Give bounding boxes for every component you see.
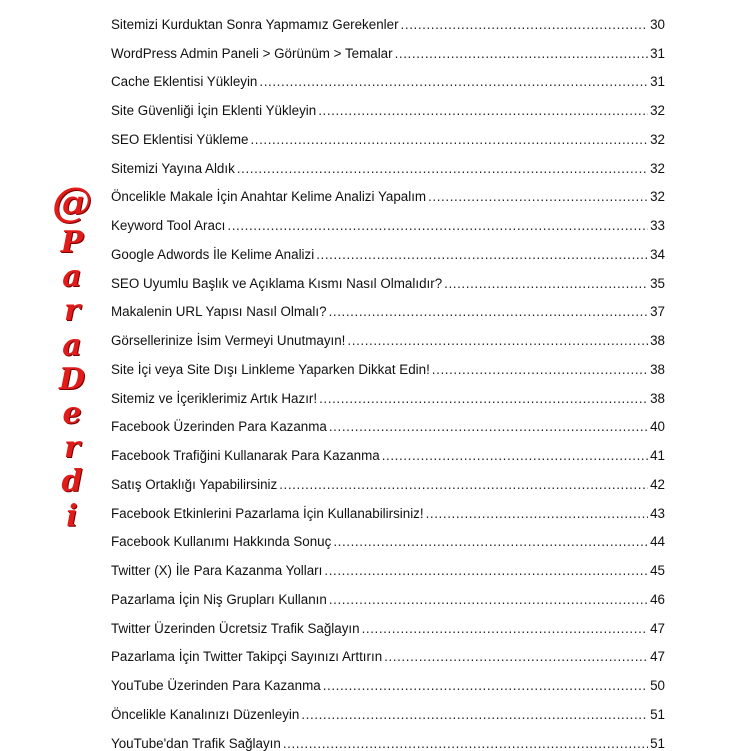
dot-leader: [237, 161, 648, 176]
dot-leader: [318, 103, 648, 118]
toc-entry[interactable]: [111, 549, 665, 578]
dot-leader: [384, 649, 648, 664]
toc-entry-page: 38: [650, 333, 665, 348]
toc-entry-title: Facebook Trafiğini Kullanarak Para Kazanma: [111, 448, 380, 463]
toc-entry-title: YouTube Üzerinden Para Kazanma: [111, 678, 321, 693]
toc-entry-title: Facebook Üzerinden Para Kazanma: [111, 419, 327, 435]
dot-leader: [329, 304, 649, 319]
toc-entry-page: 50: [650, 678, 665, 693]
toc-entry[interactable]: [111, 118, 665, 147]
toc-entry-title: Twitter (X) İle Para Kazanma Yolları: [111, 563, 323, 578]
toc-entry[interactable]: [111, 176, 665, 205]
toc-entry-page: 44: [650, 534, 665, 550]
toc-entry-title: Satış Ortaklığı Yapabilirsiniz: [111, 476, 278, 492]
toc-entry[interactable]: [111, 607, 665, 636]
toc-entry[interactable]: [111, 434, 665, 463]
toc-entry[interactable]: [111, 3, 665, 32]
toc-entry-title: Görsellerinize İsim Vermeyi Unutmayın!: [111, 333, 346, 348]
toc-entry-page: 30: [650, 16, 665, 32]
toc-entry[interactable]: [111, 492, 665, 521]
toc-entry-page: 51: [650, 706, 665, 722]
toc-entry-page: 32: [650, 189, 665, 205]
watermark-char: D: [58, 361, 85, 397]
toc-entry-title: Öncelikle Kanalınızı Düzenleyin: [111, 706, 300, 722]
toc-entry[interactable]: [111, 578, 665, 607]
watermark-char: r: [64, 430, 80, 466]
toc-entry[interactable]: [111, 693, 665, 722]
watermark-char: a: [62, 327, 82, 363]
dot-leader: [250, 132, 648, 147]
toc-entry[interactable]: [111, 664, 665, 693]
toc-entry-title: Cache Eklentisi Yükleyin: [111, 74, 258, 90]
dot-leader: [279, 477, 648, 492]
toc-entry-title: Sitemizi Yayına Aldık: [111, 160, 235, 176]
toc-entry-page: 31: [650, 74, 665, 90]
toc-entry-title: Keyword Tool Aracı: [111, 218, 226, 233]
dot-leader: [323, 678, 648, 693]
toc-entry[interactable]: [111, 61, 665, 90]
toc-entry-page: 37: [650, 304, 665, 320]
watermark-char: e: [62, 395, 82, 431]
toc-entry-title: Sitemiz ve İçeriklerimiz Artık Hazır!: [111, 390, 318, 406]
toc-entry-page: 38: [650, 361, 665, 377]
toc-entry[interactable]: [111, 233, 665, 262]
toc-entry-page: 42: [650, 476, 665, 492]
toc-entry-page: 32: [650, 131, 665, 147]
toc-entry-title: Facebook Etkinlerini Pazarlama İçin Kullanabilirsiniz!: [111, 505, 424, 521]
toc-entry[interactable]: [111, 406, 665, 435]
toc-entry-page: 47: [650, 649, 665, 665]
dot-leader: [316, 247, 648, 262]
toc-entry-page: 34: [650, 246, 665, 262]
dot-leader: [382, 448, 648, 463]
toc-entry-page: 38: [650, 390, 665, 406]
toc-entry-title: Site İçi veya Site Dışı Linkleme Yaparken Dikkat Edin!: [111, 361, 430, 377]
toc-entry-title: SEO Eklentisi Yükleme: [111, 131, 249, 147]
toc-entry-title: YouTube'dan Trafik Sağlayın: [111, 735, 281, 751]
toc-entry-title: Öncelikle Makale İçin Anahtar Kelime Analizi Yapalım: [111, 189, 427, 205]
dot-leader: [283, 736, 648, 751]
paraderdi-watermark: [48, 180, 96, 534]
toc-entry-page: 32: [650, 103, 665, 118]
dot-leader: [362, 621, 649, 636]
toc-entry-page: 33: [650, 218, 665, 233]
dot-leader: [329, 592, 648, 607]
dot-leader: [432, 362, 648, 377]
toc-entry-page: 32: [650, 160, 665, 176]
watermark-char: @: [52, 179, 92, 226]
toc-entry-page: 47: [650, 620, 665, 636]
toc-entry-title: Site Güvenliği İçin Eklenti Yükleyin: [111, 103, 317, 118]
dot-leader: [319, 391, 648, 406]
dot-leader: [227, 218, 648, 233]
toc-entry[interactable]: [111, 722, 665, 751]
toc-entry[interactable]: [111, 319, 665, 348]
toc-entry-title: Facebook Kullanımı Hakkında Sonuç: [111, 534, 332, 550]
toc-entry-title: Pazarlama İçin Niş Grupları Kullanın: [111, 591, 327, 607]
watermark-char: P: [60, 225, 84, 260]
toc-entry[interactable]: [111, 262, 665, 291]
toc-entry[interactable]: [111, 348, 665, 377]
toc-entry-page: 46: [650, 591, 665, 607]
dot-leader: [259, 74, 648, 89]
watermark-char: d: [61, 464, 83, 500]
toc-entry[interactable]: [111, 463, 665, 492]
toc-entry-title: Makalenin URL Yapısı Nasıl Olmalı?: [111, 304, 327, 320]
toc-entry-title: Sitemizi Kurduktan Sonra Yapmamız Gerekenler: [111, 16, 399, 32]
toc-entry[interactable]: [111, 204, 665, 233]
dot-leader: [333, 534, 648, 549]
toc-entry[interactable]: [111, 32, 665, 61]
toc-entry-title: SEO Uyumlu Başlık ve Açıklama Kısmı Nasıl Olmalıdır?: [111, 275, 443, 291]
toc-entry[interactable]: [111, 147, 665, 176]
toc-entry-page: 43: [650, 505, 665, 521]
toc-entry-title: Google Adwords İle Kelime Analizi: [111, 246, 315, 262]
dot-leader: [324, 563, 648, 578]
dot-leader: [426, 506, 649, 521]
watermark-char: r: [64, 293, 80, 329]
toc-entry-page: 31: [650, 45, 665, 61]
watermark-char: i: [66, 498, 78, 534]
toc-entry-title: Twitter Üzerinden Ücretsiz Trafik Sağlayın: [111, 620, 360, 636]
dot-leader: [444, 276, 648, 291]
toc-entry[interactable]: [111, 291, 665, 320]
watermark-char: a: [62, 259, 82, 295]
toc-entry-page: 35: [650, 275, 665, 291]
toc-entry-title: WordPress Admin Paneli > Görünüm > Temalar: [111, 45, 393, 61]
dot-leader: [428, 189, 648, 204]
toc-entry-title: Pazarlama İçin Twitter Takipçi Sayınızı Arttırın: [111, 649, 383, 665]
toc-entry[interactable]: [111, 89, 665, 118]
dot-leader: [347, 333, 648, 348]
toc-entry[interactable]: [111, 521, 665, 550]
dot-leader: [301, 707, 648, 722]
table-of-contents: [111, 3, 665, 751]
dot-leader: [401, 17, 649, 32]
toc-entry[interactable]: [111, 377, 665, 406]
toc-entry-page: 45: [650, 563, 665, 578]
toc-entry-page: 41: [650, 448, 665, 463]
toc-entry-page: 40: [650, 419, 665, 435]
dot-leader: [329, 419, 648, 434]
toc-entry[interactable]: [111, 636, 665, 665]
toc-entry-page: 51: [650, 735, 665, 751]
dot-leader: [395, 46, 649, 61]
